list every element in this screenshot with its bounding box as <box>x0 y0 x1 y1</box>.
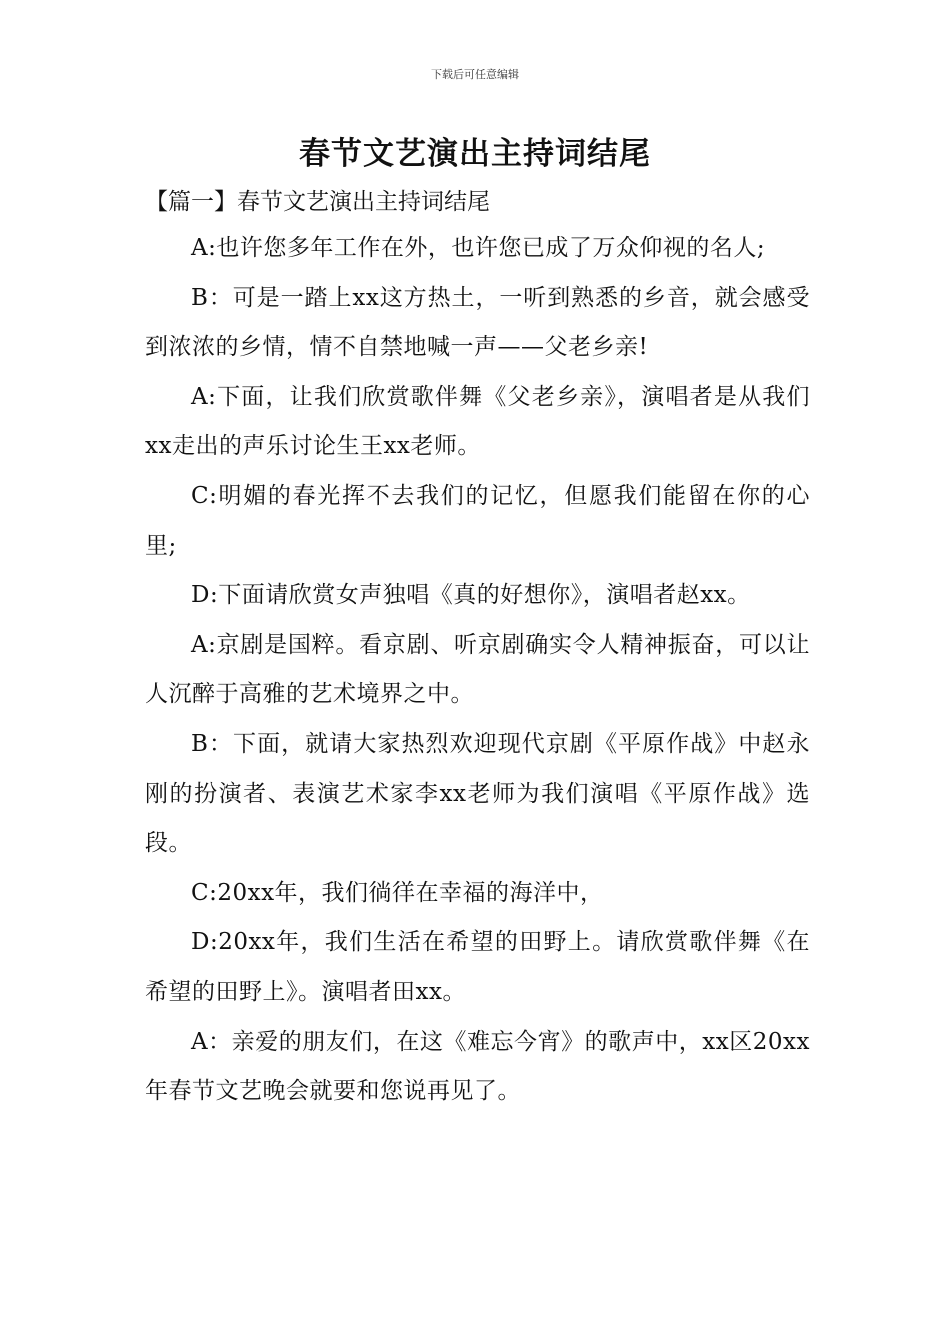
section-heading: 【篇一】春节文艺演出主持词结尾 <box>145 189 490 215</box>
paragraph: D:下面请欣赏女声独唱《真的好想你》，演唱者赵xx。 <box>191 582 751 609</box>
paragraph: A:京剧是国粹。看京剧、听京剧确实令人精神振奋，可以让人沉醉于高雅的艺术境界之中。 <box>145 631 810 708</box>
paragraph: D:20xx年，我们生活在希望的田野上。请欣赏歌伴舞《在希望的田野上》。演唱者田xx。 <box>145 929 810 1005</box>
paragraph: B：可是一踏上xx这方热土，一听到熟悉的乡音，就会感受到浓浓的乡情，情不自禁地喊一声——父老乡亲! <box>145 284 810 361</box>
document-title: 春节文艺演出主持词结尾 <box>299 136 651 172</box>
header-note: 下载后可任意编辑 <box>431 68 519 81</box>
paragraph: C:明媚的春光挥不去我们的记忆，但愿我们能留在你的心里; <box>145 482 810 559</box>
paragraph: B：下面，就请大家热烈欢迎现代京剧《平原作战》中赵永刚的扮演者、表演艺术家李xx老师为我们演唱《平原作战》选段。 <box>145 730 810 857</box>
paragraph: A：亲爱的朋友们，在这《难忘今宵》的歌声中，xx区20xx年春节文艺晚会就要和您说再见了。 <box>145 1028 810 1105</box>
paragraph: A:也许您多年工作在外，也许您已成了万众仰视的名人; <box>191 235 766 261</box>
paragraph: C:20xx年，我们徜徉在幸福的海洋中， <box>191 879 604 906</box>
document-body <box>145 224 810 1117</box>
paragraph: A:下面，让我们欣赏歌伴舞《父老乡亲》，演唱者是从我们xx走出的声乐讨论生王xx老师。 <box>145 383 810 460</box>
